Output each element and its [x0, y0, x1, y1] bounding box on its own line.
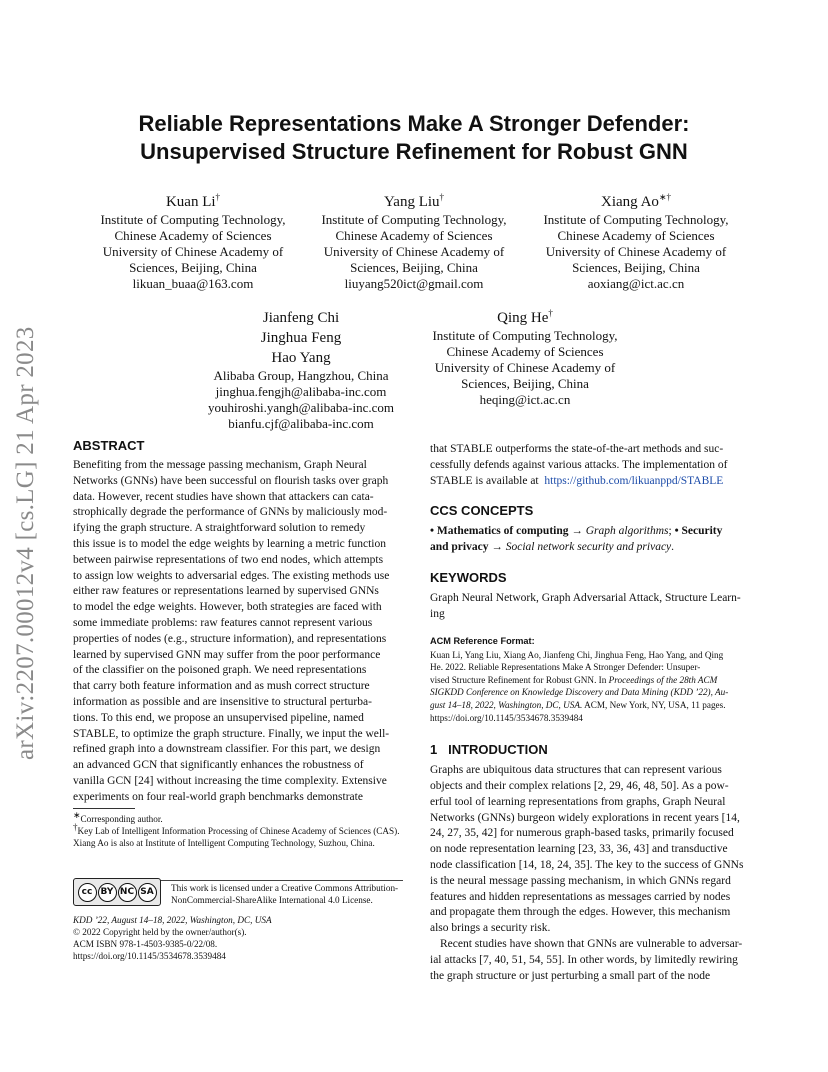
- affiliation-line: Sciences, Beijing, China: [129, 260, 257, 275]
- abstract-line: data. However, recent studies have shown that attackers can cata-: [73, 490, 374, 503]
- abstract-link-line: [430, 474, 757, 490]
- author-yang-liu: [303, 192, 525, 292]
- intro-line: is the neural message passing mechanism, in which GNNs regard: [430, 874, 731, 887]
- arxiv-stamp-text: arXiv:2207.00012v4 [cs.LG] 21 Apr 2023: [12, 326, 39, 760]
- ccs-subterm: Social network security and privacy: [505, 541, 672, 554]
- author-mark: †: [215, 192, 221, 202]
- acm-ref-line: [430, 699, 757, 712]
- abstract-line: that STABLE outperforms the state-of-the-art methods and suc-: [430, 443, 724, 455]
- author-mark: ∗†: [658, 192, 671, 202]
- abstract-line: experiments on four real-world graph benchmarks demonstrate: [73, 790, 363, 803]
- license-text: [171, 882, 407, 906]
- abstract-section: [73, 438, 399, 806]
- acm-ref-doi-link[interactable]: https://doi.org/10.1145/3534678.3539484: [430, 712, 583, 723]
- author-kuan-li: [82, 192, 304, 292]
- author-name: Hao Yang: [271, 350, 331, 366]
- ccs-term: • Security: [674, 525, 723, 538]
- affiliation-line: University of Chinese Academy of: [434, 360, 616, 375]
- author-email: youhiroshi.yangh@alibaba-inc.com: [208, 400, 394, 415]
- footnote-rule: [73, 808, 135, 809]
- license-line: NonCommercial-ShareAlike International 4.0 License.: [171, 895, 373, 905]
- footnote-corresponding: [73, 809, 403, 825]
- author-name: Yang Liu: [383, 194, 440, 210]
- cc-icon: cc: [78, 883, 97, 902]
- abstract-link-prefix: STABLE is available at: [430, 474, 539, 487]
- author-email: aoxiang@ict.ac.cn: [587, 276, 685, 291]
- affiliation-line: Chinese Academy of Sciences: [557, 228, 715, 243]
- venue-info: [73, 914, 403, 962]
- ccs-line: • Mathematics of computing → Graph algorithms; • Security: [430, 525, 723, 538]
- intro-line: features and hidden representations as messages carried by nodes: [430, 890, 731, 903]
- footnotes: [73, 808, 403, 849]
- abstract-line: ifying the graph structure. A straightforward solution to remedy: [73, 522, 366, 535]
- abstract-body: [73, 458, 399, 806]
- abstract-line: Benefiting from the message passing mechanism, Graph Neural: [73, 459, 367, 471]
- sa-icon: SA: [138, 883, 157, 902]
- footnote-mark: †: [73, 821, 78, 832]
- author-name: Kuan Li: [165, 194, 216, 210]
- abstract-line: Networks (GNNs) have been successful on flourish tasks over graph: [73, 474, 389, 487]
- by-icon: BY: [98, 883, 117, 902]
- acm-ref-text: vised Structure Refinement for Robust GNN. In: [430, 674, 607, 685]
- author-email: liuyang520ict@gmail.com: [344, 276, 484, 291]
- affiliation-line: Chinese Academy of Sciences: [114, 228, 272, 243]
- affiliation-line: Alibaba Group, Hangzhou, China: [213, 368, 389, 383]
- venue-isbn: ACM ISBN 978-1-4503-9385-0/22/08.: [73, 939, 218, 949]
- affiliation-line: Institute of Computing Technology,: [100, 212, 286, 227]
- abstract-line: this issue is to model the edge weights by learning a metric function: [73, 537, 386, 550]
- intro-line: Networks (GNNs) burgeon widely explorations in recent years [14,: [430, 811, 740, 824]
- intro-line: ial attacks [7, 40, 51, 54, 55]. In other words, by limitedly rewiring: [430, 953, 738, 966]
- author-name: Jinghua Feng: [260, 330, 342, 346]
- intro-line: node classification [14, 18, 24, 35]. The key to the success of GNNs: [430, 858, 744, 871]
- acm-ref-line: Kuan Li, Yang Liu, Xiang Ao, Jianfeng Chi, Jinghua Feng, Hao Yang, and Qing: [430, 649, 724, 660]
- ccs-line: and privacy → Social network security and privacy.: [430, 541, 675, 554]
- section-title: INTRODUCTION: [448, 742, 548, 758]
- abstract-line: to assign low weights to adversarial edges. The existing methods use: [73, 569, 390, 582]
- author-email: jinghua.fengjh@alibaba-inc.com: [215, 384, 387, 399]
- intro-heading: [430, 742, 757, 758]
- arrow-icon: →: [491, 541, 503, 554]
- intro-line: and propagate them through the edges. However, this mechanism: [430, 906, 731, 919]
- affiliation-line: Sciences, Beijing, China: [461, 376, 589, 391]
- intro-line: objects and their complex relations [2, 29, 46, 48, 50]. As a pow-: [430, 779, 729, 792]
- abstract-line: refined graph into a downstream classifier. For this part, we design: [73, 743, 381, 756]
- affiliation-line: Chinese Academy of Sciences: [335, 228, 493, 243]
- intro-line: Recent studies have shown that GNNs are vulnerable to adversar-: [440, 937, 743, 950]
- intro-line: Graphs are ubiquitous data structures that can represent various: [430, 764, 722, 777]
- author-mark: †: [439, 192, 445, 202]
- affiliation-line: University of Chinese Academy of: [545, 244, 727, 259]
- venue-conference: KDD ’22, August 14–18, 2022, Washington, DC, USA: [73, 915, 272, 925]
- footnote-dagger: [73, 821, 403, 837]
- acm-ref-line: SIGKDD Conference on Knowledge Discovery and Data Mining (KDD ’22), Au-: [430, 687, 729, 698]
- acm-ref-italic: Proceedings of the 28th ACM: [608, 674, 718, 685]
- footnote-mark: ∗: [73, 809, 81, 820]
- author-name: Xiang Ao: [601, 194, 659, 210]
- venue-doi-link[interactable]: https://doi.org/10.1145/3534678.3539484: [73, 951, 226, 961]
- affiliation-line: University of Chinese Academy of: [323, 244, 505, 259]
- title-line-2: Unsupervised Structure Refinement for Robust GNN: [140, 139, 688, 164]
- intro-line: the graph structure or just perturbing a small part of the node: [430, 969, 711, 982]
- abstract-line: STABLE, to optimize the graph structure. Finally, we input the well-: [73, 727, 390, 740]
- footnote-text: Xiang Ao is also at Institute of Intelligent Computing Technology, Suzhou, China.: [73, 838, 375, 848]
- affiliation-line: University of Chinese Academy of: [102, 244, 284, 259]
- footnote-text: Key Lab of Intelligent Information Processing of Chinese Academy of Sciences (CAS).: [77, 826, 400, 836]
- affiliation-line: Institute of Computing Technology,: [432, 328, 618, 343]
- intro-line: also brings a security risk.: [430, 922, 551, 935]
- ccs-heading: CCS CONCEPTS: [430, 503, 534, 519]
- affiliation-line: Institute of Computing Technology,: [543, 212, 729, 227]
- abstract-heading: ABSTRACT: [73, 438, 145, 453]
- right-column: [430, 442, 757, 984]
- intro-line: on node representation learning [23, 33, 36, 43] and transductive: [430, 843, 728, 856]
- affiliation-line: Chinese Academy of Sciences: [446, 344, 604, 359]
- author-name: Qing He: [497, 310, 549, 326]
- acm-ref-line: [430, 674, 757, 687]
- abstract-line: properties of nodes (e.g., structure information), and representations: [73, 632, 387, 645]
- arxiv-stamp: [12, 290, 52, 760]
- section-number: 1: [430, 742, 438, 758]
- keywords-line: Graph Neural Network, Graph Adversarial Attack, Structure Learn-: [430, 591, 741, 604]
- affiliation-line: Sciences, Beijing, China: [350, 260, 478, 275]
- abstract-line: vanilla GCN [24] without increasing the time complexity. Extensive: [73, 774, 387, 787]
- acm-ref-text: ACM, New York, NY, USA, 11 pages.: [584, 699, 726, 710]
- abstract-line: of the classifier on the poisoned graph. We need representations: [73, 664, 367, 677]
- ccs-term: and privacy: [430, 541, 489, 554]
- venue-copyright: © 2022 Copyright held by the owner/author(s).: [73, 927, 247, 937]
- abstract-line: learned by supervised GNN may suffer from the poor performance: [73, 648, 381, 661]
- intro-line: erful tool of learning representations from graphs, Graph Neural: [430, 795, 726, 808]
- keywords-heading: KEYWORDS: [430, 569, 507, 585]
- acm-reference-body: [430, 649, 757, 725]
- acm-reference-heading: ACM Reference Format:: [430, 635, 535, 646]
- abstract-line: strophically degrade the performance of GNNs by maliciously mod-: [73, 506, 388, 519]
- keywords-line: ing: [430, 607, 445, 620]
- abstract-line: between pairwise representations of two end nodes, which attempts: [73, 553, 384, 566]
- author-email: heqing@ict.ac.cn: [479, 392, 571, 407]
- abstract-line: that carry both feature information and as mush correct structure: [73, 680, 370, 693]
- author-mark: †: [548, 308, 553, 318]
- author-email: likuan_buaa@163.com: [132, 276, 254, 291]
- ccs-concepts: [430, 524, 757, 556]
- github-link[interactable]: https://github.com/likuanppd/STABLE: [544, 474, 724, 487]
- cc-license-badge[interactable]: [73, 878, 161, 906]
- footnote-text: Corresponding author.: [80, 814, 163, 824]
- acm-ref-line: He. 2022. Reliable Representations Make A Stronger Defender: Unsuper-: [430, 662, 701, 673]
- affiliation-line: Sciences, Beijing, China: [572, 260, 700, 275]
- author-xiang-ao: [525, 192, 747, 292]
- arrow-icon: →: [571, 525, 583, 538]
- abstract-line: cessfully defends against various attacks. The implementation of: [430, 458, 728, 471]
- nc-icon: NC: [118, 883, 137, 902]
- author-name: Jianfeng Chi: [262, 310, 340, 326]
- license-block: [73, 874, 403, 910]
- ccs-subterm: Graph algorithms: [585, 525, 669, 538]
- title-line-1: Reliable Representations Make A Stronger Defender:: [138, 111, 690, 136]
- paper-title: [60, 110, 768, 166]
- affiliation-line: Institute of Computing Technology,: [321, 212, 507, 227]
- license-line: This work is licensed under a Creative Commons Attribution-: [171, 883, 399, 893]
- author-alibaba-group: [186, 308, 416, 432]
- acm-ref-italic: gust 14–18, 2022, Washington, DC, USA.: [430, 699, 583, 710]
- abstract-continued: [430, 442, 757, 489]
- abstract-line: to model the edge weights. However, both strategies are faced with: [73, 601, 382, 614]
- ccs-term: • Mathematics of computing: [430, 525, 569, 538]
- abstract-line: information as possible and are insensitive to structural perturba-: [73, 695, 372, 708]
- abstract-line: tions. To this end, we propose an unsupervised pipeline, named: [73, 711, 364, 724]
- abstract-line: some immediate problems: raw features cannot represent various: [73, 616, 373, 629]
- author-qing-he: [414, 308, 636, 408]
- keywords-body: [430, 591, 757, 623]
- author-email: bianfu.cjf@alibaba-inc.com: [228, 416, 374, 431]
- intro-line: 24, 27, 35, 42] for numerous graph-based tasks, primarily focused: [430, 827, 734, 840]
- abstract-line: an advanced GCN that significantly enhances the robustness of: [73, 759, 364, 772]
- abstract-line: either raw features or representations learned by supervised GNNs: [73, 585, 379, 598]
- intro-paragraph-1: [430, 763, 757, 937]
- intro-paragraph-2: [430, 937, 757, 984]
